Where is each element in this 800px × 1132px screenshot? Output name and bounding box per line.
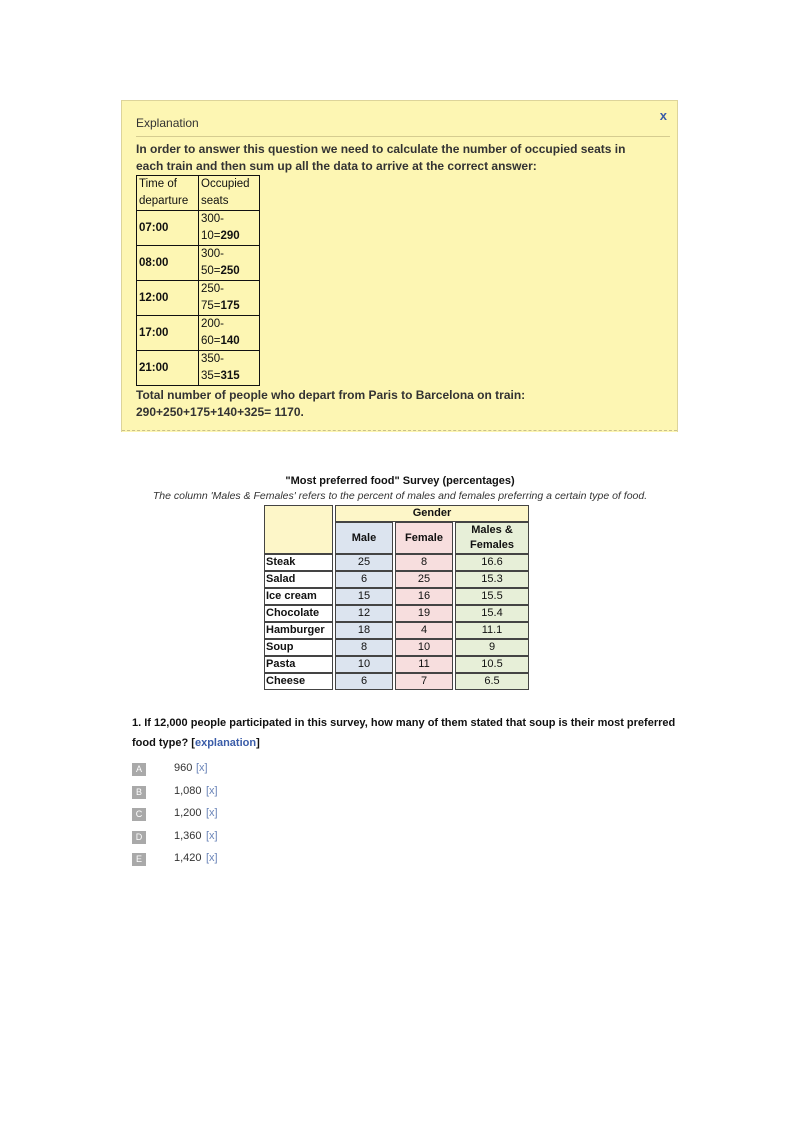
calc-result: 140 xyxy=(220,335,240,347)
explanation-panel xyxy=(121,100,678,432)
option-value[interactable]: 1,420 xyxy=(174,852,202,864)
table-row xyxy=(264,554,529,571)
departure-time: 12:00 xyxy=(137,281,199,316)
calc-expression: 200-60= xyxy=(201,318,225,347)
header-female: Female xyxy=(395,522,453,554)
food-survey-table xyxy=(262,505,531,690)
seats-calc xyxy=(199,281,260,316)
both-value: 16.6 xyxy=(455,554,529,571)
eliminate-option-link[interactable]: [x] xyxy=(206,829,218,842)
female-value: 8 xyxy=(395,554,453,571)
header-gender: Gender xyxy=(335,505,529,522)
explanation-intro: In order to answer this question we need to calculate the number of occupied seats in each train and then sum up all the data to arrive at the correct answer: xyxy=(136,142,626,173)
male-value: 6 xyxy=(335,571,393,588)
header-time: Time of departure xyxy=(137,176,199,211)
food-name: Soup xyxy=(264,639,333,656)
both-value: 15.3 xyxy=(455,571,529,588)
divider xyxy=(136,136,670,137)
male-value: 10 xyxy=(335,656,393,673)
food-name: Hamburger xyxy=(264,622,333,639)
both-value: 15.4 xyxy=(455,605,529,622)
option-value[interactable]: 1,080 xyxy=(174,784,202,797)
male-value: 15 xyxy=(335,588,393,605)
seats-calc xyxy=(199,246,260,281)
departure-time: 07:00 xyxy=(137,211,199,246)
bracket-open: [ xyxy=(191,737,195,749)
table-row xyxy=(264,605,529,622)
explanation-title: Explanation xyxy=(136,116,199,130)
food-name: Chocolate xyxy=(264,605,333,622)
eliminate-option-link[interactable]: [x] xyxy=(206,807,218,819)
female-value: 11 xyxy=(395,656,453,673)
table-row xyxy=(137,246,260,281)
question-body: If 12,000 people participated in this survey, how many of them stated that soup is their most preferred food type? xyxy=(132,717,676,749)
food-name: Steak xyxy=(264,554,333,571)
table-row xyxy=(137,316,260,351)
table-row xyxy=(264,639,529,656)
option-letter-badge[interactable]: E xyxy=(132,853,146,866)
food-name: Ice cream xyxy=(264,588,333,605)
explanation-total xyxy=(136,387,656,421)
option-value[interactable]: 1,200 xyxy=(174,807,202,819)
table-row xyxy=(264,588,529,605)
calc-expression: 300-10= xyxy=(201,213,225,242)
option-letter-badge[interactable]: D xyxy=(132,831,146,844)
male-value: 18 xyxy=(335,622,393,639)
male-value: 8 xyxy=(335,639,393,656)
eliminate-option-link[interactable]: [x] xyxy=(196,762,208,774)
table-row xyxy=(264,571,529,588)
both-value: 6.5 xyxy=(455,673,529,690)
explanation-link[interactable]: explanation xyxy=(194,737,257,749)
food-name: Cheese xyxy=(264,673,333,690)
train-seats-table xyxy=(136,175,260,386)
total-line-2: 290+250+175+140+325= 1170. xyxy=(136,405,304,419)
bracket-close: ] xyxy=(256,737,260,749)
calc-result: 250 xyxy=(220,265,240,277)
departure-time: 08:00 xyxy=(137,246,199,281)
departure-time: 21:00 xyxy=(137,351,199,386)
both-value: 15.5 xyxy=(455,588,529,605)
both-value: 11.1 xyxy=(455,622,529,639)
both-value: 10.5 xyxy=(455,656,529,673)
male-value: 12 xyxy=(335,605,393,622)
departure-time: 17:00 xyxy=(137,316,199,351)
option-letter-badge[interactable]: C xyxy=(132,808,146,821)
male-value: 25 xyxy=(335,554,393,571)
female-value: 19 xyxy=(395,605,453,622)
question-number: 1. xyxy=(132,717,142,729)
question-text xyxy=(132,713,677,753)
survey-title: "Most preferred food" Survey (percentages) xyxy=(285,475,515,487)
male-value: 6 xyxy=(335,673,393,690)
seats-calc xyxy=(199,211,260,246)
table-row xyxy=(137,211,260,246)
calc-result: 175 xyxy=(220,300,240,312)
female-value: 16 xyxy=(395,588,453,605)
food-name: Salad xyxy=(264,571,333,588)
survey-subtitle: The column 'Males & Females' refers to the percent of males and females preferring a certain type of food. xyxy=(152,490,648,502)
calc-expression: 300-50= xyxy=(201,248,225,277)
calc-expression: 250-75= xyxy=(201,283,225,312)
table-row xyxy=(264,622,529,639)
table-row xyxy=(137,351,260,386)
female-value: 7 xyxy=(395,673,453,690)
seats-calc xyxy=(199,351,260,386)
option-value[interactable]: 960 xyxy=(174,762,193,774)
seats-calc xyxy=(199,316,260,351)
table-row xyxy=(137,281,260,316)
table-row xyxy=(264,656,529,673)
female-value: 4 xyxy=(395,622,453,639)
both-value: 9 xyxy=(455,639,529,656)
header-seats: Occupied seats xyxy=(199,176,260,211)
table-header-row xyxy=(264,505,529,522)
option-letter-badge[interactable]: B xyxy=(132,786,146,799)
female-value: 10 xyxy=(395,639,453,656)
option-value[interactable]: 1,360 xyxy=(174,829,202,842)
header-male: Male xyxy=(335,522,393,554)
table-row xyxy=(264,673,529,690)
dashed-divider xyxy=(122,430,677,431)
eliminate-option-link[interactable]: [x] xyxy=(206,784,218,797)
total-line-1: Total number of people who depart from Paris to Barcelona on train: xyxy=(136,388,526,402)
calc-expression: 350-35= xyxy=(201,353,225,382)
calc-result: 315 xyxy=(220,370,240,382)
option-letter-badge[interactable]: A xyxy=(132,763,146,776)
food-name: Pasta xyxy=(264,656,333,673)
table-corner-cell xyxy=(264,505,333,554)
female-value: 25 xyxy=(395,571,453,588)
eliminate-option-link[interactable]: [x] xyxy=(206,852,218,864)
table-header-row xyxy=(137,176,260,211)
header-males-females: Males & Females xyxy=(455,522,529,554)
calc-result: 290 xyxy=(220,230,240,242)
close-icon[interactable]: x xyxy=(659,108,667,123)
